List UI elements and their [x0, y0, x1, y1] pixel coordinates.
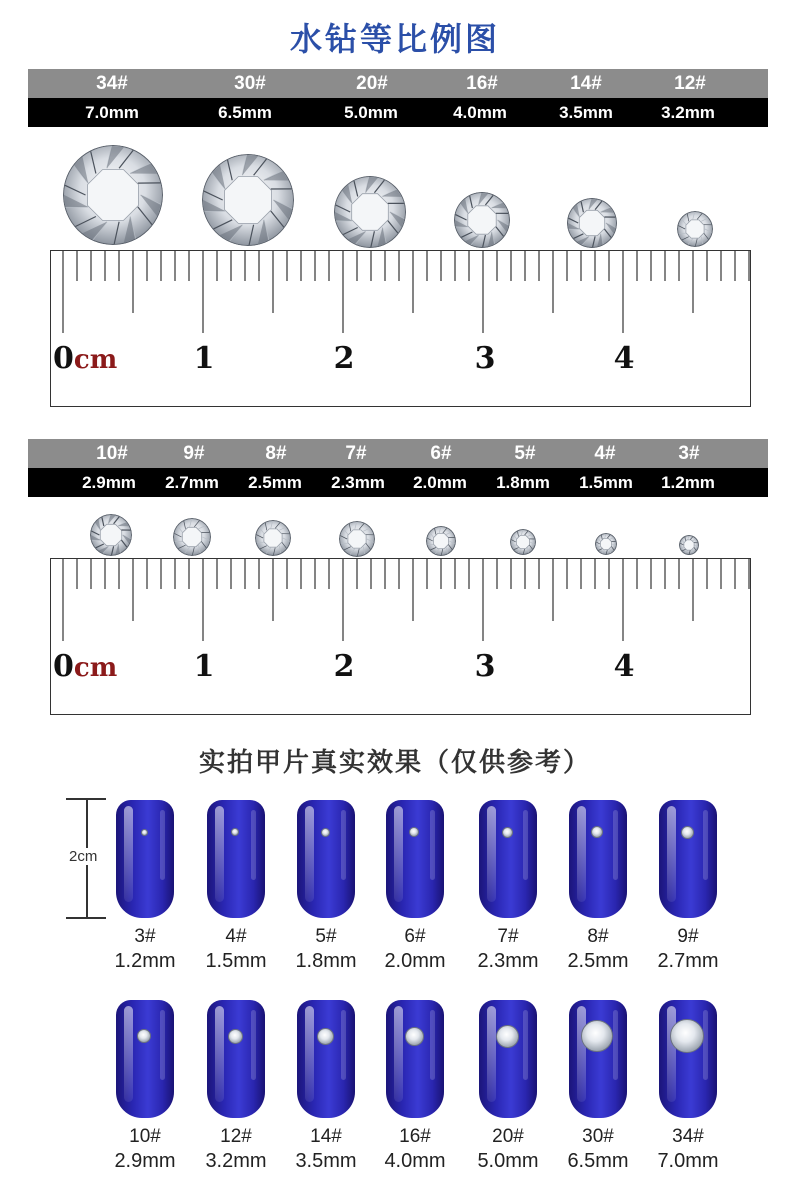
nail-sample	[642, 1000, 732, 1180]
nail-gloss	[667, 1006, 676, 1102]
nail-tip	[386, 800, 444, 918]
nail-sample	[369, 1000, 459, 1180]
rhinestone-on-nail	[231, 828, 239, 836]
nail-tip	[479, 800, 537, 918]
size-label: 3.2mm	[661, 103, 715, 122]
nail-sample	[280, 800, 370, 980]
nail-gloss	[577, 806, 586, 902]
code-label: 6#	[430, 443, 452, 464]
section-title: 实拍甲片真实效果（仅供参考）	[198, 748, 591, 778]
nail-size-label: 2.0mm	[384, 950, 446, 972]
nail-gloss	[124, 806, 133, 902]
nail-gloss	[487, 806, 496, 902]
size-label: 1.8mm	[496, 473, 550, 492]
code-row	[28, 69, 768, 98]
rhinestone-on-nail	[502, 827, 513, 838]
size-label: 4.0mm	[453, 103, 507, 122]
ruler-ticks	[51, 251, 752, 408]
code-label: 14#	[570, 73, 602, 94]
code-label: 16#	[466, 73, 498, 94]
size-label: 2.5mm	[248, 473, 302, 492]
rhinestone-image	[679, 535, 699, 555]
rhinestone-on-nail	[496, 1025, 519, 1048]
nail-code-label: 30#	[582, 1126, 614, 1147]
page-title: 水钻等比例图	[289, 20, 500, 58]
rhinestone-image	[255, 520, 291, 556]
nail-gloss	[251, 1010, 256, 1080]
nail-tip	[569, 1000, 627, 1118]
code-label: 4#	[594, 443, 616, 464]
rhinestone-on-nail	[670, 1019, 704, 1053]
code-label: 30#	[234, 73, 266, 94]
ruler-number: 1	[193, 649, 215, 684]
size-label: 2.9mm	[82, 473, 136, 492]
nail-gloss	[667, 806, 676, 902]
ruler	[50, 250, 751, 407]
code-label: 7#	[345, 443, 367, 464]
code-label: 34#	[96, 73, 128, 94]
nail-size-label: 3.5mm	[295, 1150, 357, 1172]
rhinestone-on-nail	[581, 1020, 613, 1052]
nail-code-label: 12#	[220, 1126, 252, 1147]
nail-code-label: 6#	[404, 926, 426, 947]
nail-sample	[462, 1000, 552, 1180]
nail-gloss	[215, 806, 224, 902]
ruler-number: 3	[474, 341, 496, 376]
nail-gloss	[251, 810, 256, 880]
code-label: 20#	[356, 73, 388, 94]
ruler	[50, 558, 751, 715]
size-label: 2.0mm	[413, 473, 467, 492]
nail-gloss	[305, 1006, 314, 1102]
nail-gloss	[703, 1010, 708, 1080]
size-label: 1.2mm	[661, 473, 715, 492]
nail-gloss	[613, 1010, 618, 1080]
rhinestone-image	[677, 211, 713, 247]
nail-size-label: 7.0mm	[657, 1150, 719, 1172]
code-label: 5#	[514, 443, 536, 464]
rhinestone-image	[454, 192, 510, 248]
nail-sample	[190, 800, 280, 980]
code-label: 10#	[96, 443, 128, 464]
nail-tip	[207, 800, 265, 918]
nail-gloss	[703, 810, 708, 880]
nail-sample	[552, 1000, 642, 1180]
nail-code-label: 7#	[497, 926, 519, 947]
nail-sample	[280, 1000, 370, 1180]
rhinestone-on-nail	[228, 1029, 243, 1044]
size-row	[28, 468, 768, 497]
nail-code-label: 14#	[310, 1126, 342, 1147]
nail-code-label: 16#	[399, 1126, 431, 1147]
nail-sample	[190, 1000, 280, 1180]
nail-tip	[297, 800, 355, 918]
ruler-number: 3	[474, 649, 496, 684]
code-label: 12#	[674, 73, 706, 94]
nail-code-label: 20#	[492, 1126, 524, 1147]
nail-gloss	[215, 1006, 224, 1102]
nail-sample	[99, 1000, 189, 1180]
nail-code-label: 4#	[225, 926, 247, 947]
nail-size-label: 4.0mm	[384, 1150, 446, 1172]
nail-size-label: 1.5mm	[205, 950, 267, 972]
rhinestone-image	[334, 176, 406, 248]
nail-sample	[462, 800, 552, 980]
size-label: 1.5mm	[579, 473, 633, 492]
rhinestone-on-nail	[681, 826, 694, 839]
ruler-ticks	[51, 559, 752, 716]
rhinestone-image	[63, 145, 163, 245]
nail-tip	[479, 1000, 537, 1118]
nail-size-label: 1.8mm	[295, 950, 357, 972]
nail-code-label: 8#	[587, 926, 609, 947]
rhinestone-on-nail	[141, 829, 148, 836]
ruler-zero-label: 0cm	[53, 649, 118, 684]
size-label: 7.0mm	[85, 103, 139, 122]
nail-gloss	[523, 810, 528, 880]
rhinestone-on-nail	[405, 1027, 424, 1046]
rhinestone-image	[426, 526, 456, 556]
nail-sample	[369, 800, 459, 980]
size-label: 2.3mm	[331, 473, 385, 492]
nail-gloss	[613, 810, 618, 880]
size-row	[28, 98, 768, 127]
ruler-unit: cm	[73, 345, 118, 375]
nail-gloss	[394, 806, 403, 902]
rhinestone-on-nail	[317, 1028, 334, 1045]
nail-sample	[552, 800, 642, 980]
nail-code-label: 10#	[129, 1126, 161, 1147]
code-label: 8#	[265, 443, 287, 464]
nail-code-label: 3#	[134, 926, 156, 947]
nail-size-label: 2.9mm	[114, 1150, 176, 1172]
nail-code-label: 9#	[677, 926, 699, 947]
code-label: 3#	[678, 443, 700, 464]
nail-gloss	[160, 1010, 165, 1080]
rhinestone-on-nail	[591, 826, 603, 838]
nail-tip	[386, 1000, 444, 1118]
nail-tip	[116, 1000, 174, 1118]
ruler-number: 1	[193, 341, 215, 376]
rhinestone-image	[202, 154, 294, 246]
ruler-number: 4	[613, 649, 635, 684]
ruler-number: 4	[613, 341, 635, 376]
nail-gloss	[430, 810, 435, 880]
scale-label: 2cm	[68, 848, 108, 865]
size-label: 6.5mm	[218, 103, 272, 122]
nail-size-label: 1.2mm	[114, 950, 176, 972]
nail-gloss	[341, 1010, 346, 1080]
nail-gloss	[341, 810, 346, 880]
ruler-number: 2	[333, 341, 355, 376]
nail-size-label: 2.3mm	[477, 950, 539, 972]
size-table-small	[28, 439, 768, 497]
nail-tip	[569, 800, 627, 918]
nail-size-label: 5.0mm	[477, 1150, 539, 1172]
ruler-zero-label: 0cm	[53, 341, 118, 376]
nail-tip	[659, 1000, 717, 1118]
nail-code-label: 34#	[672, 1126, 704, 1147]
rhinestone-image	[567, 198, 617, 248]
nail-gloss	[394, 1006, 403, 1102]
nail-code-label: 5#	[315, 926, 337, 947]
nail-tip	[207, 1000, 265, 1118]
nail-gloss	[430, 1010, 435, 1080]
code-row	[28, 439, 768, 468]
rhinestone-on-nail	[321, 828, 330, 837]
ruler-number: 2	[333, 649, 355, 684]
nail-gloss	[305, 806, 314, 902]
code-label: 9#	[183, 443, 205, 464]
nail-gloss	[124, 1006, 133, 1102]
nail-size-label: 3.2mm	[205, 1150, 267, 1172]
nail-gloss	[160, 810, 165, 880]
size-table-large	[28, 69, 768, 127]
nail-sample	[642, 800, 732, 980]
nail-sample	[99, 800, 189, 980]
nail-size-label: 2.7mm	[657, 950, 719, 972]
rhinestone-image	[90, 514, 132, 556]
rhinestone-image	[510, 529, 536, 555]
rhinestone-image	[595, 533, 617, 555]
size-label: 3.5mm	[559, 103, 613, 122]
nail-gloss	[577, 1006, 586, 1102]
nail-tip	[297, 1000, 355, 1118]
nail-tip	[659, 800, 717, 918]
size-label: 2.7mm	[165, 473, 219, 492]
nail-tip	[116, 800, 174, 918]
nail-gloss	[523, 1010, 528, 1080]
rhinestone-on-nail	[409, 827, 419, 837]
nail-size-label: 6.5mm	[567, 1150, 629, 1172]
nail-gloss	[487, 1006, 496, 1102]
rhinestone-image	[339, 521, 375, 557]
rhinestone-on-nail	[137, 1029, 151, 1043]
size-label: 5.0mm	[344, 103, 398, 122]
rhinestone-image	[173, 518, 211, 556]
nail-size-label: 2.5mm	[567, 950, 629, 972]
ruler-unit: cm	[73, 653, 118, 683]
